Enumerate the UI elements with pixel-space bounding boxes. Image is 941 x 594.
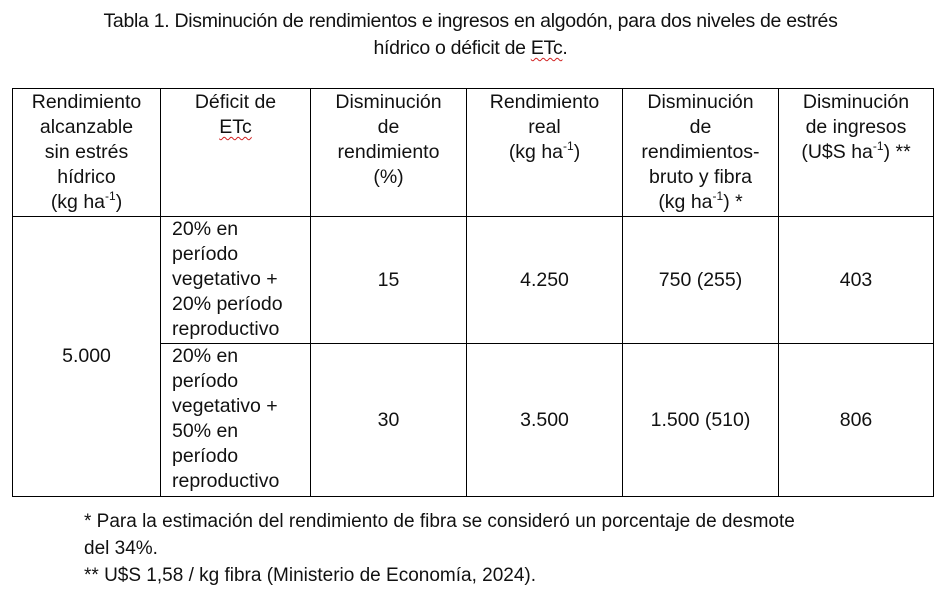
footnote-fibra: * Para la estimación del rendimiento de fibra se consideró un porcentaje de desmote del 34%. (84, 511, 795, 559)
table-row (13, 217, 934, 344)
cell-disminucion-rendimiento: 30 (311, 344, 467, 497)
cell-rendimiento-real: 4.250 (467, 217, 623, 344)
cell-disminucion-bruto-fibra: 750 (255) (623, 217, 779, 344)
caption-line-2: hídrico o déficit de ETc. (373, 37, 568, 59)
table-caption (20, 8, 921, 62)
caption-line-1: Tabla 1. Disminución de rendimientos e ingresos en algodón, para dos niveles de estrés (103, 10, 838, 32)
cell-disminucion-ingresos: 806 (779, 344, 934, 497)
cell-disminucion-bruto-fibra: 1.500 (510) (623, 344, 779, 497)
header-disminucion-rendimiento: Disminución de rendimiento (%) (311, 89, 467, 217)
header-row (13, 89, 934, 217)
spellcheck-term: ETc (530, 37, 563, 59)
cell-deficit: 20% en período vegetativo + 20% período reproductivo (161, 217, 311, 344)
table-footnotes (84, 508, 934, 589)
cell-rendimiento-alcanzable: 5.000 (13, 217, 161, 497)
header-disminucion-ingresos: Disminución de ingresos (U$S $ha^{-1}$) ** (779, 89, 934, 217)
data-table (12, 88, 934, 497)
cell-deficit: 20% en período vegetativo + 50% en período reproductivo (161, 344, 311, 497)
header-rendimiento-real: Rendimiento real (kg $ha^{-1}$) (467, 89, 623, 217)
header-rendimiento-alcanzable: Rendimiento alcanzable sin estrés hídrico (kg $ha^{-1}$) (13, 89, 161, 217)
footnote-precio: ** U$S 1,58 / kg fibra (Ministerio de Economía, 2024). (84, 565, 537, 586)
cell-disminucion-rendimiento: 15 (311, 217, 467, 344)
spellcheck-term: ETc (219, 116, 252, 138)
cell-disminucion-ingresos: 403 (779, 217, 934, 344)
cell-rendimiento-real: 3.500 (467, 344, 623, 497)
header-deficit-etc: Déficit de ETc (161, 89, 311, 217)
header-disminucion-bruto-fibra: Disminución de rendimientos- bruto y fibra (kg $ha^{-1}$) * (623, 89, 779, 217)
